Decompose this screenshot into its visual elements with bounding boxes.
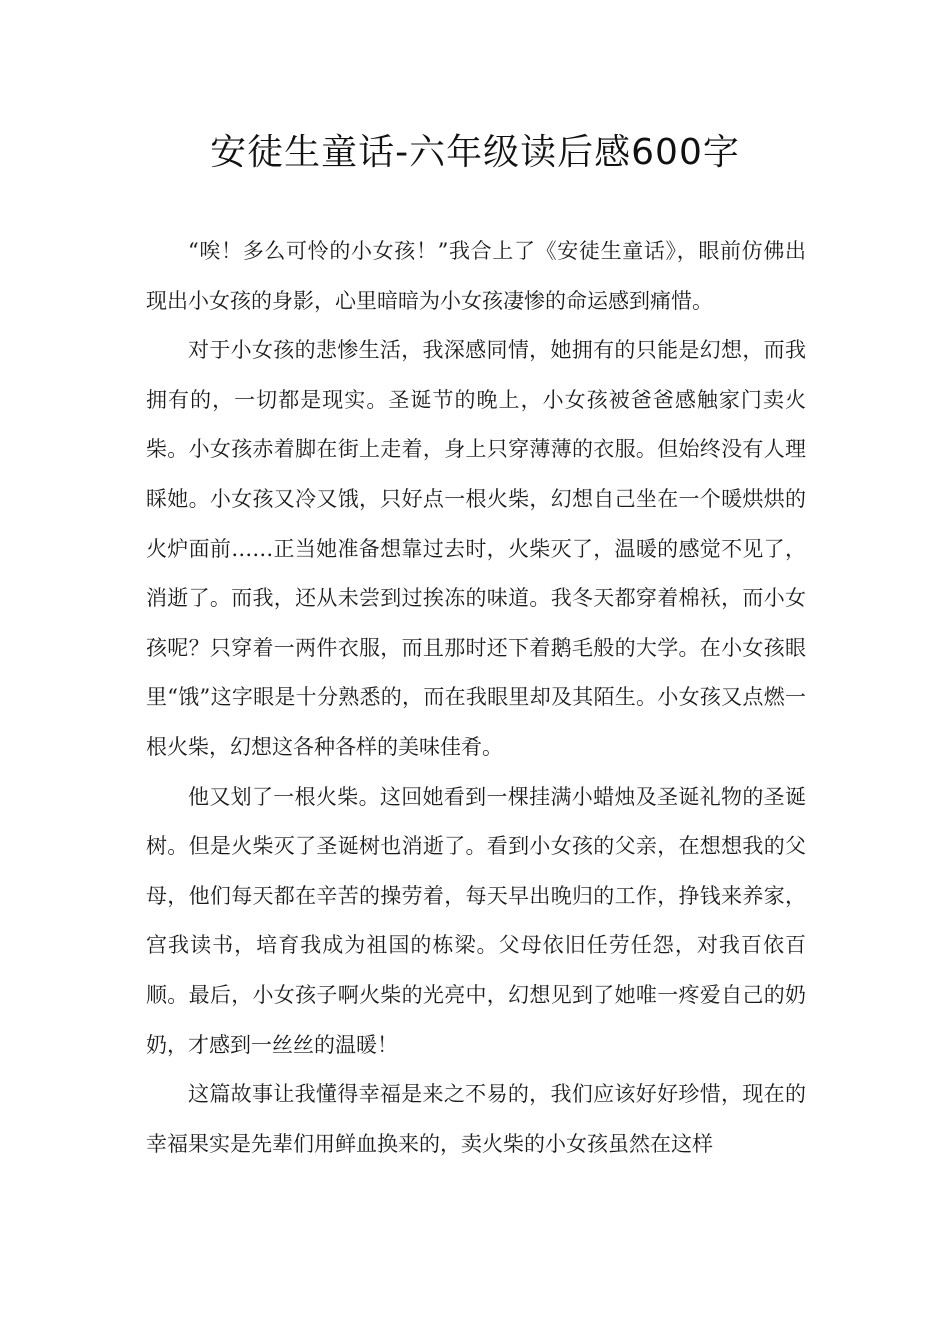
paragraph: 这篇故事让我懂得幸福是来之不易的，我们应该好好珍惜，现在的幸福果实是先辈们用鲜血换来的，卖火柴的小女孩虽然在这样	[146, 1082, 806, 1156]
document-body	[146, 227, 806, 1169]
document-title: 安徒生童话-六年级读后感600字	[210, 132, 740, 173]
paragraph: “唉！多么可怜的小女孩！”我合上了《安徒生童话》，眼前仿佛出现出小女孩的身影，心里暗暗为小女孩凄惨的命运感到痛惜。	[146, 239, 806, 313]
paragraph: 他又划了一根火柴。这回她看到一棵挂满小蜡烛及圣诞礼物的圣诞树。但是火柴灭了圣诞树也消逝了。看到小女孩的父亲，在想想我的父母，他们每天都在辛苦的操劳着，每天早出晚归的工作，挣钱来养家，宫我读书，培育我成为祖国的栋梁。父母依旧任劳任怨，对我百依百顺。最后，小女孩子啊火柴的光亮中，幻想见到了她唯一疼爱自己的奶奶，才感到一丝丝的温暖！	[146, 784, 806, 1057]
paragraph: 对于小女孩的悲惨生活，我深感同情，她拥有的只能是幻想，而我拥有的，一切都是现实。圣诞节的晚上，小女孩被爸爸感触家门卖火柴。小女孩赤着脚在街上走着，身上只穿薄薄的衣服。但始终没有人理睬她。小女孩又冷又饿，只好点一根火柴，幻想自己坐在一个暖烘烘的火炉面前……正当她准备想靠过去时，火柴灭了，温暖的感觉不见了，消逝了。而我，还从未尝到过挨冻的味道。我冬天都穿着棉袄，而小女孩呢？只穿着一两件衣服，而且那时还下着鹅毛般的大学。在小女孩眼里“饿”这字眼是十分熟悉的，而在我眼里却及其陌生。小女孩又点燃一根火柴，幻想这各种各样的美味佳肴。	[146, 338, 806, 759]
